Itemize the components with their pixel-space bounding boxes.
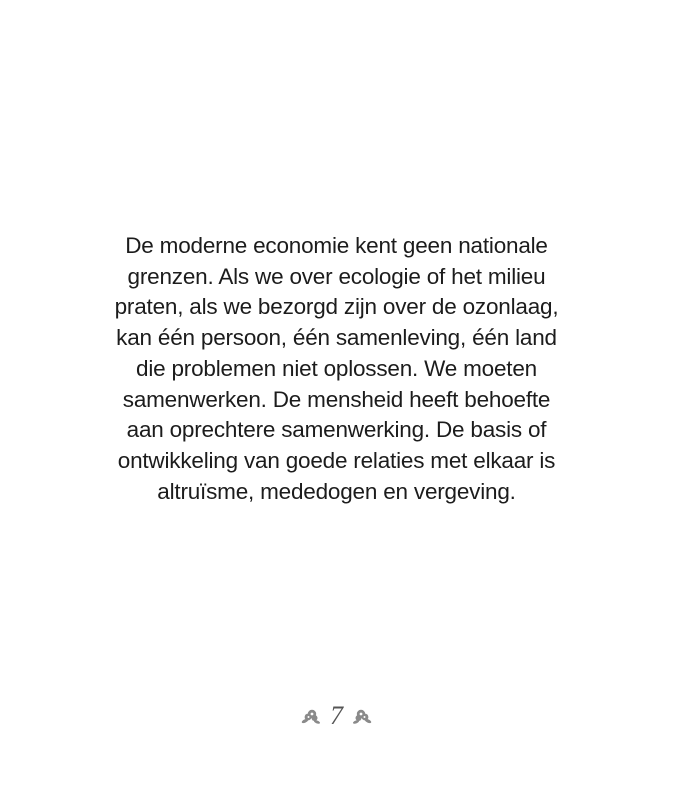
quote-line: altruïsme, mededogen en vergeving. (157, 478, 516, 504)
quote-text (40, 231, 633, 507)
quote-line: grenzen. Als we over ecologie of het milieu (127, 263, 546, 289)
quote-line: praten, als we bezorgd zijn over de ozonlaag, (114, 294, 559, 320)
quote-line: De moderne economie kent geen nationale (125, 233, 548, 258)
page-footer (0, 698, 673, 734)
quote-line: die problemen niet oplossen. We moeten (136, 355, 537, 381)
quote-line: samenwerken. De mensheid heeft behoefte (122, 386, 551, 412)
quote-line: kan één persoon, één samenleving, één land (116, 325, 557, 351)
rose-ornament-icon (351, 706, 373, 726)
quote-line: ontwikkeling van goede relaties met elkaar is (117, 447, 556, 473)
quote-line: aan oprechtere samenwerking. De basis of (126, 417, 547, 443)
rose-ornament-icon (300, 706, 322, 726)
page-number: 7 (330, 701, 343, 730)
